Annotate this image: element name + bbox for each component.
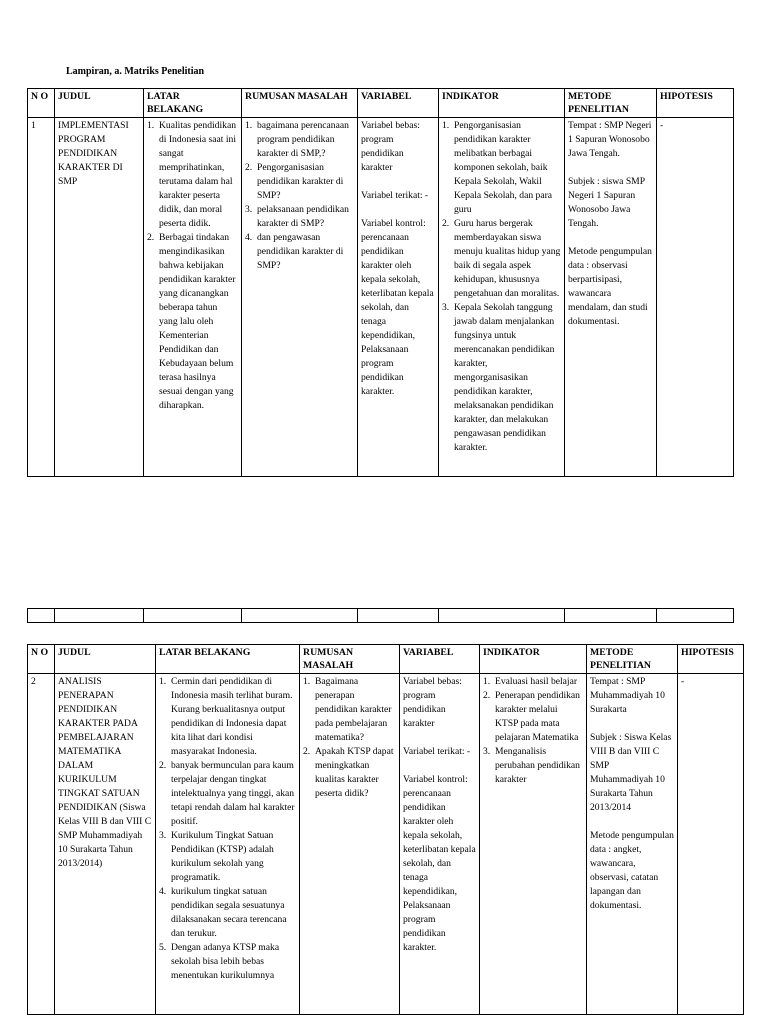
research-matrix-table-2 (27, 644, 744, 1015)
variabel-kontrol: Variabel kontrol: perencanaan pendidikan karakter oleh kepala sekolah, keterlibatan kepala sekolah, dan tenaga kependidikan, Pelaksanaan program pendidikan karakter. (361, 218, 434, 397)
list-item: 2. Apakah KTSP dapat meningkatkan kualitas karakter peserta didik? (303, 746, 394, 799)
list-item: 1. bagaimana perencanaan program pendidikan karakter di SMP,? (245, 120, 349, 159)
list-item: 2. Pengorganisasian pendidikan karakter di SMP? (245, 162, 344, 201)
list-item: 5. Dengan adanya KTSP maka sekolah bisa lebih bebas menentukan kurikulumnya (159, 942, 280, 981)
list-item: 1. Bagaimana penerapan pendidikan karakter pada pembelajaran matematika? (303, 676, 392, 743)
variabel-bebas: Variabel bebas: program pendidikan karakter (403, 676, 462, 729)
header-no: N O (28, 645, 55, 674)
header-judul: JUDUL (55, 89, 144, 118)
row-variabel (358, 118, 439, 477)
list-item: 3. Kurikulum Tingkat Satuan Pendidikan (KTSP) adalah kurikulum sekolah yang programatik. (159, 830, 274, 883)
row-judul: ANALISIS PENERAPAN PENDIDIKAN KARAKTER PADA PEMBELAJARAN MATEMATIKA DALAM KURIKULUM TINGKAT SATUAN PENDIDIKAN (Siswa Kelas VIII B dan VIII C SMP Muhammadiyah 10 Surakarta Tahun 2013/2014) (55, 674, 156, 1015)
list-item: 3. pelaksanaan pendidikan karakter di SMP? (245, 204, 349, 229)
row-number: 2 (28, 674, 55, 1015)
row-latar-belakang (144, 118, 242, 477)
row-indikator (439, 118, 565, 477)
row-indikator (480, 674, 587, 1015)
metode-tempat: Tempat : SMP Muhammadiyah 10 Surakarta (590, 676, 665, 715)
list-item: 4. kurikulum tingkat satuan pendidikan segala sesuatunya dilaksanakan secara terencana dan terukur. (159, 886, 287, 939)
variabel-kontrol: Variabel kontrol: perencanaan pendidikan karakter oleh kepala sekolah, keterlibatan kepala sekolah, dan tenaga kependidikan, Pelaksanaan program pendidikan karakter. (403, 774, 476, 953)
table-row (28, 609, 734, 623)
list-item: 2. Berbagai tindakan mengindikasikan bahwa kebijakan pendidikan karakter yang dicanangkan beberapa tahun yang lalu oleh Kementerian Pendidikan dan Kebudayaan belum terasa hasilnya sesuai dengan yang diharapkan. (147, 232, 236, 411)
header-metode-penelitian: METODE PENELITIAN (587, 645, 678, 674)
list-item: 1. Cermin dari pendidikan di Indonesia masih terlihat buram. Kurang berkualitasnya output pendidikan di Indonesia dapat kita lihat dari kondisi masyarakat Indonesia. (159, 676, 293, 757)
list-item: 1. Kualitas pendidikan di Indonesia saat ini sangat memprihatinkan, terutama dalam hal karakter peserta didik, dan moral peserta didik. (147, 120, 236, 229)
metode-tempat: Tempat : SMP Negeri 1 Sapuran Wonosobo Jawa Tengah. (568, 120, 652, 159)
metode-pengumpulan: Metode pengumpulan data : angket, wawancara, observasi, catatan lapangan dan dokumentasi. (590, 830, 674, 911)
row-number: 1 (28, 118, 55, 477)
header-variabel: VARIABEL (400, 645, 480, 674)
header-metode-penelitian: METODE PENELITIAN (565, 89, 657, 118)
list-item: 2. Penerapan pendidikan karakter melalui KTSP pada mata pelajaran Matematika (483, 690, 580, 743)
header-variabel: VARIABEL (358, 89, 439, 118)
row-hipotesis: - (678, 674, 744, 1015)
table-header-row (28, 89, 734, 118)
metode-pengumpulan: Metode pengumpulan data : observasi berpartisipasi, wawancara mendalam, dan studi dokumentasi. (568, 246, 652, 327)
metode-subjek: Subjek : siswa SMP Negeri 1 Sapuran Wonosobo Jawa Tengah. (568, 176, 645, 229)
row-metode-penelitian (565, 118, 657, 477)
variabel-bebas: Variabel bebas: program pendidikan karakter (361, 120, 420, 173)
header-rumusan-masalah: RUMUSAN MASALAH (242, 89, 358, 118)
list-item: 1. Evaluasi hasil belajar (483, 676, 578, 687)
header-latar-belakang: LATAR BELAKANG (144, 89, 242, 118)
row-metode-penelitian (587, 674, 678, 1015)
header-judul: JUDUL (55, 645, 156, 674)
header-rumusan-masalah: RUMUSAN MASALAH (300, 645, 400, 674)
row-latar-belakang (156, 674, 300, 1015)
header-latar-belakang: LATAR BELAKANG (156, 645, 300, 674)
variabel-terikat: Variabel terikat: - (403, 746, 471, 757)
header-no: N O (28, 89, 55, 118)
table-header-row (28, 645, 744, 674)
research-matrix-table-1 (27, 88, 734, 477)
empty-continuation-row (27, 608, 734, 623)
list-item: 3. Kepala Sekolah tanggung jawab dalam menjalankan fungsinya untuk merencanakan pendidikan karakter, mengorganisasikan pendidikan karakter, melaksanakan pendidikan karakter, dan melakukan pengawasan pendidikan karakter. (442, 302, 555, 453)
list-item: 2. banyak bermunculan para kaum terpelajar dengan tingkat intelektualnya yang tinggi, akan tetapi rendah dalam hal karakter positif. (159, 760, 295, 827)
variabel-terikat: Variabel terikat: - (361, 190, 429, 201)
metode-subjek: Subjek : Siswa Kelas VIII B dan VIII C SMP Muhammadiyah 10 Surakarta Tahun 2013/2014 (590, 732, 672, 813)
row-judul: IMPLEMENTASI PROGRAM PENDIDIKAN KARAKTER DI SMP (55, 118, 144, 477)
header-indikator: INDIKATOR (480, 645, 587, 674)
list-item: 1. Pengorganisasian pendidikan karakter melibatkan berbagai komponen sekolah, baik Kepala Sekolah, Wakil Kepala Sekolah, dan para guru (442, 120, 553, 215)
matrix-caption: Lampiran, a. Matriks Penelitian (66, 66, 205, 77)
list-item: 3. Menganalisis perubahan pendidikan karakter (483, 746, 580, 785)
header-hipotesis: HIPOTESIS (678, 645, 744, 674)
table-row (28, 118, 734, 477)
table-row (28, 674, 744, 1015)
header-hipotesis: HIPOTESIS (657, 89, 734, 118)
row-rumusan-masalah (300, 674, 400, 1015)
row-variabel (400, 674, 480, 1015)
row-hipotesis: - (657, 118, 734, 477)
list-item: 2. Guru harus bergerak memberdayakan siswa menuju kualitas hidup yang baik di segala aspek kehidupan, khususnya pengetahuan dan moralitas. (442, 218, 561, 299)
header-indikator: INDIKATOR (439, 89, 565, 118)
row-rumusan-masalah (242, 118, 358, 477)
list-item: 4. dan pengawasan pendidikan karakter di SMP? (245, 232, 344, 271)
